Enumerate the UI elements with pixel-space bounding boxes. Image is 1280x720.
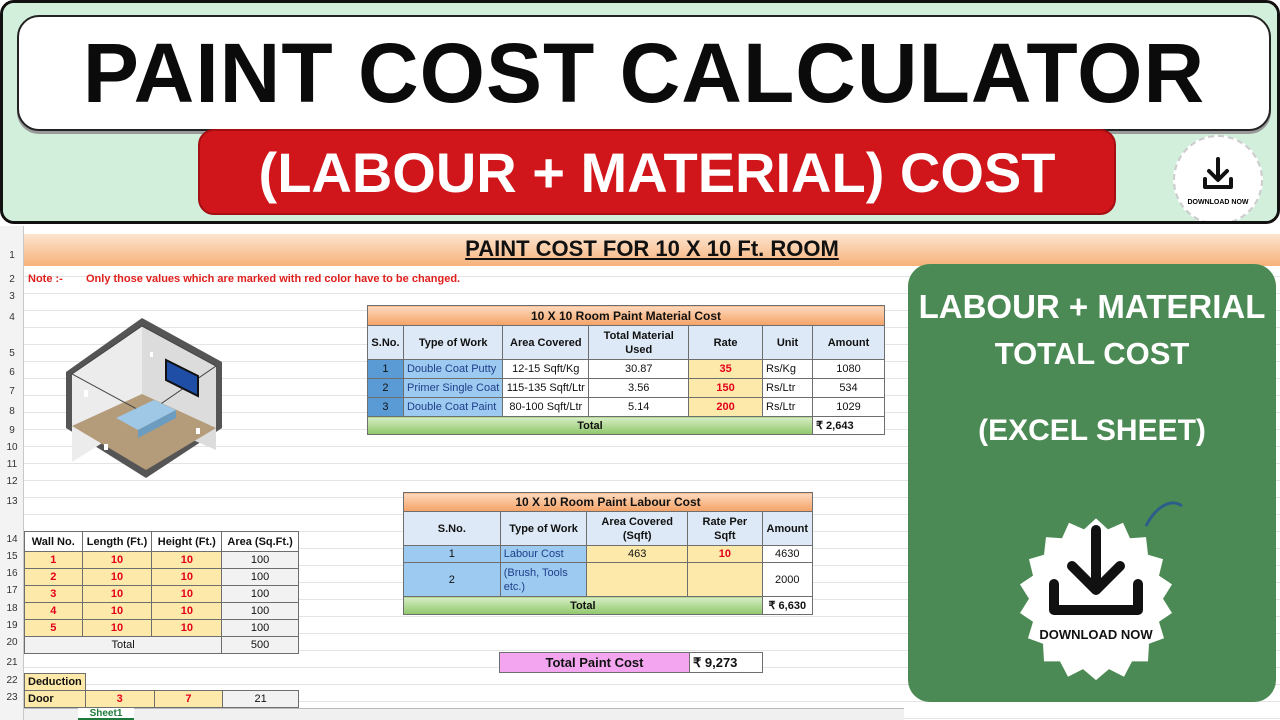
row-number: 22 (6, 675, 18, 686)
column-header: Height (Ft.) (152, 532, 222, 552)
cell-used[interactable]: 5.14 (589, 398, 689, 417)
row-number-column (0, 226, 24, 720)
cell-area[interactable]: 100 (222, 552, 299, 569)
cell-amount[interactable]: 534 (813, 379, 885, 398)
subtitle-box (198, 129, 1116, 215)
row-number: 19 (6, 620, 18, 631)
cell-unit[interactable]: Rs/Ltr (763, 379, 813, 398)
row-number: 16 (6, 568, 18, 579)
cell-work[interactable]: Primer Single Coat (403, 379, 502, 398)
labour-total-label: Total (404, 597, 763, 615)
row-number: 7 (9, 386, 15, 397)
door-label: Door (25, 691, 86, 708)
spreadsheet (0, 226, 1280, 720)
note-label: Note :- (28, 273, 63, 285)
row-number: 2 (9, 274, 15, 285)
cell-work[interactable]: Double Coat Putty (403, 360, 502, 379)
total-row (404, 597, 813, 615)
cell-sno[interactable]: 3 (368, 398, 404, 417)
promo-line-2: TOTAL COST (994, 336, 1190, 371)
column-header: Rate (689, 326, 763, 360)
row-number: 21 (6, 657, 18, 668)
cell-sno[interactable]: 1 (368, 360, 404, 379)
total-row (368, 417, 885, 435)
table-row (25, 620, 299, 637)
material-cost-table (367, 305, 885, 435)
cell-height[interactable]: 10 (152, 552, 222, 569)
labour-cost-table (403, 492, 813, 615)
cell-length[interactable]: 3 (85, 691, 154, 708)
cell-length[interactable]: 10 (82, 603, 152, 620)
cell-area[interactable]: 100 (222, 620, 299, 637)
cell-length[interactable]: 10 (82, 586, 152, 603)
cell-used[interactable]: 30.87 (589, 360, 689, 379)
cell-rate[interactable]: 200 (689, 398, 763, 417)
cell-rate[interactable]: 35 (689, 360, 763, 379)
cell-wall-no[interactable]: 1 (25, 552, 83, 569)
cell-area[interactable]: 80-100 Sqft/Ltr (503, 398, 589, 417)
row-number: 12 (6, 476, 18, 487)
cell-area[interactable]: 463 (587, 546, 688, 563)
download-small-label: DOWNLOAD NOW (1187, 199, 1249, 206)
column-header: Type of Work (403, 326, 502, 360)
table-row (25, 691, 299, 708)
cell-rate[interactable]: 10 (688, 546, 763, 563)
cell-amount[interactable]: 1029 (813, 398, 885, 417)
promo-line-3: (EXCEL SHEET) (978, 414, 1206, 447)
row-number: 14 (6, 534, 18, 545)
row-number: 9 (9, 425, 15, 436)
table-row (368, 379, 885, 398)
column-header: Length (Ft.) (82, 532, 152, 552)
cell-unit[interactable]: Rs/Ltr (763, 398, 813, 417)
grand-total-label: Total Paint Cost (500, 653, 690, 673)
cell-sno[interactable]: 2 (404, 563, 501, 597)
material-total-label: Total (368, 417, 813, 435)
cell-sno[interactable]: 2 (368, 379, 404, 398)
row-number: 10 (6, 442, 18, 453)
cell-height[interactable]: 10 (152, 620, 222, 637)
material-table-caption: 10 X 10 Room Paint Material Cost (368, 306, 885, 326)
labour-total-value[interactable]: ₹ 6,630 (762, 597, 812, 615)
row-number: 8 (9, 406, 15, 417)
row-number: 1 (9, 250, 15, 261)
row-number: 20 (6, 637, 18, 648)
cell-length[interactable]: 10 (82, 620, 152, 637)
row-number: 18 (6, 603, 18, 614)
cell-height[interactable]: 10 (152, 569, 222, 586)
column-header: Wall No. (25, 532, 83, 552)
row-number: 5 (9, 348, 15, 359)
cell-used[interactable]: 3.56 (589, 379, 689, 398)
cell-area[interactable]: 100 (222, 603, 299, 620)
cell-height[interactable]: 10 (152, 603, 222, 620)
row-number: 17 (6, 585, 18, 596)
promo-line-1: LABOUR + MATERIAL (918, 288, 1266, 325)
download-label: DOWNLOAD NOW (1039, 627, 1153, 642)
labour-table-caption: 10 X 10 Room Paint Labour Cost (404, 493, 813, 512)
column-header: Rate Per Sqft (688, 512, 763, 546)
column-header: Unit (763, 326, 813, 360)
tab-sheet1[interactable]: Sheet1 (78, 708, 134, 720)
cell-area[interactable]: 115-135 Sqft/Ltr (503, 379, 589, 398)
total-row (25, 637, 299, 654)
page-title: PAINT COST CALCULATOR (82, 25, 1206, 120)
grand-total-table (499, 652, 763, 673)
cell-work[interactable]: (Brush, Tools etc.) (500, 563, 587, 597)
row-number: 4 (9, 312, 15, 323)
cell-sno[interactable]: 1 (404, 546, 501, 563)
cell-area[interactable]: 100 (222, 569, 299, 586)
table-row (404, 546, 813, 563)
row-number: 23 (6, 692, 18, 703)
cell-length[interactable]: 10 (82, 552, 152, 569)
column-header: S.No. (368, 326, 404, 360)
cell-rate[interactable]: 150 (689, 379, 763, 398)
table-row (368, 398, 885, 417)
table-row (404, 563, 813, 597)
download-badge-small[interactable] (1173, 135, 1263, 224)
title-box (17, 15, 1271, 131)
row-number: 6 (9, 367, 15, 378)
note-text: Only those values which are marked with red color have to be changed. (86, 273, 461, 285)
cell-wall-no[interactable]: 4 (25, 603, 83, 620)
page-subtitle: (LABOUR + MATERIAL) COST (258, 140, 1056, 204)
cell-wall-no[interactable]: 2 (25, 569, 83, 586)
room-illustration (46, 310, 256, 480)
column-header: Type of Work (500, 512, 587, 546)
cell-height[interactable]: 10 (152, 586, 222, 603)
download-icon (1196, 153, 1240, 197)
table-row (25, 586, 299, 603)
grand-total-value[interactable]: ₹ 9,273 (690, 653, 763, 673)
cell-wall-no[interactable]: 3 (25, 586, 83, 603)
row-number: 13 (6, 496, 18, 507)
cell-area[interactable]: 21 (223, 691, 299, 708)
row-number: 11 (6, 459, 18, 470)
column-header: Amount (762, 512, 812, 546)
row-number: 3 (9, 291, 15, 302)
column-header: Area Covered (Sqft) (587, 512, 688, 546)
walls-total-value[interactable]: 500 (222, 637, 299, 654)
column-header: Area (Sq.Ft.) (222, 532, 299, 552)
table-row (25, 552, 299, 569)
cell-amount[interactable]: 2000 (762, 563, 812, 597)
cell-height[interactable]: 7 (154, 691, 223, 708)
promo-panel (908, 264, 1276, 702)
row-number: 15 (6, 551, 18, 562)
sheet-tab-bar (24, 708, 904, 720)
cell-area[interactable]: 12-15 Sqft/Kg (503, 360, 589, 379)
cell-unit[interactable]: Rs/Kg (763, 360, 813, 379)
cell-area[interactable]: 100 (222, 586, 299, 603)
cell-rate[interactable] (688, 563, 763, 597)
material-total-value[interactable]: ₹ 2,643 (813, 417, 885, 435)
wall-area-table (24, 531, 299, 654)
table-row (25, 603, 299, 620)
cell-work[interactable]: Labour Cost (500, 546, 587, 563)
cell-wall-no[interactable]: 5 (25, 620, 83, 637)
cell-amount[interactable]: 1080 (813, 360, 885, 379)
table-row (368, 360, 885, 379)
table-row (25, 569, 299, 586)
column-header: S.No. (404, 512, 501, 546)
cell-length[interactable]: 10 (82, 569, 152, 586)
deduction-label: Deduction (25, 674, 86, 691)
walls-total-label: Total (25, 637, 222, 654)
download-badge[interactable] (996, 492, 1196, 692)
column-header: Amount (813, 326, 885, 360)
cell-area[interactable] (587, 563, 688, 597)
deduction-table (24, 673, 299, 708)
cell-work[interactable]: Double Coat Paint (403, 398, 502, 417)
header-banner (0, 0, 1280, 224)
cell-amount[interactable]: 4630 (762, 546, 812, 563)
sheet-title: PAINT COST FOR 10 X 10 Ft. ROOM (465, 236, 839, 261)
column-header: Total Material Used (589, 326, 689, 360)
column-header: Area Covered (503, 326, 589, 360)
download-icon (996, 492, 1196, 692)
